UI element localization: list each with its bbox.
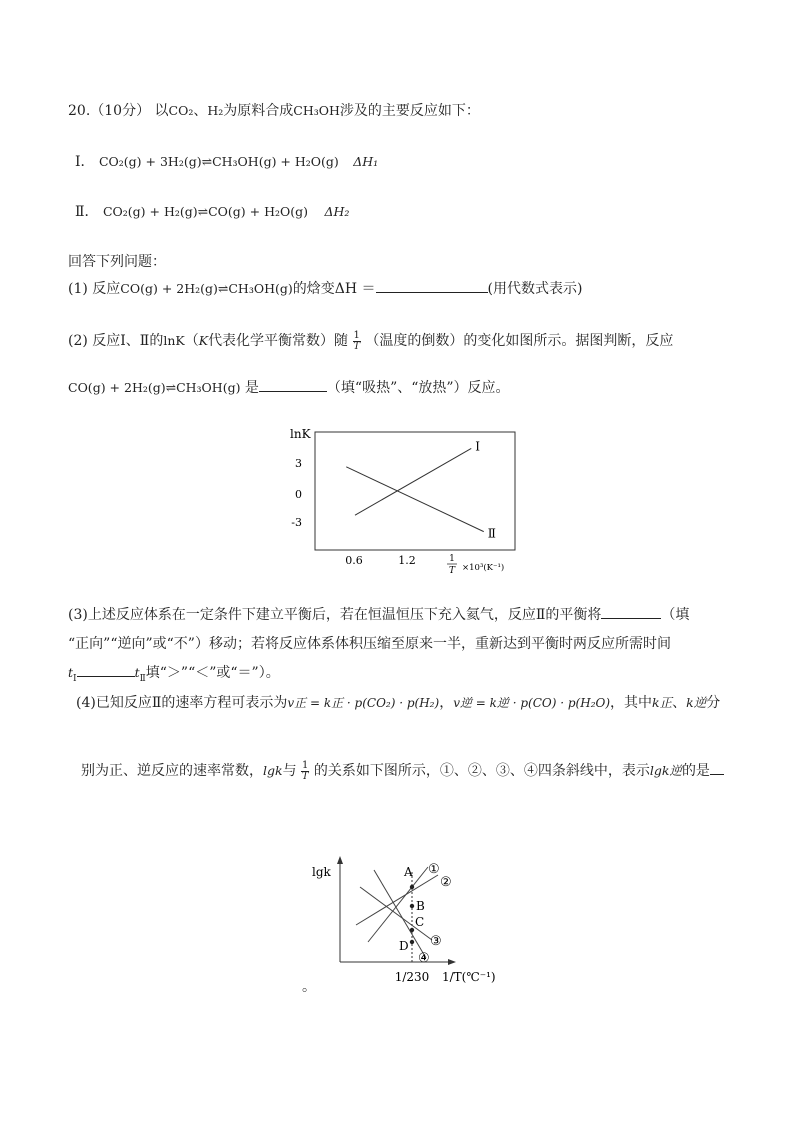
chart2-line-label: ② (440, 875, 452, 890)
chart2-point-c (410, 928, 414, 932)
chart1-ytick: 0 (295, 488, 302, 501)
question-3-line-3: $t_Ⅰ$ $t_Ⅱ$填“＞”“＜”或“＝”）。 (68, 665, 280, 684)
chart2-point-label: D (399, 939, 409, 953)
q1-equation: CO(g) + 2H₂(g)⇌CH₃OH(g) (120, 281, 293, 296)
t1-symbol: t (68, 665, 74, 680)
q4-answer-blank[interactable] (710, 774, 724, 775)
chart2-line-label: ① (428, 862, 440, 877)
chart2-point-label: B (416, 899, 425, 913)
reaction-1-equation: CO₂(g) + 3H₂(g)⇌CH₃OH(g) + H₂O(g) (98, 154, 339, 169)
chart2-point-a (410, 885, 414, 889)
reaction-1-enthalpy: ΔH₁ (353, 154, 379, 169)
chart2-xlabel: 1/T(℃⁻¹) (442, 970, 496, 984)
lgk-vs-inverse-temperature-chart (300, 850, 520, 1000)
reaction-2 (75, 201, 349, 221)
chart1-xlabel-unit: ×10³(K⁻¹) (462, 563, 505, 573)
chart1-ytick: 3 (295, 457, 302, 470)
chart1-ylabel: lnK (290, 427, 311, 441)
question-2-line-1: (2) 反应Ⅰ、Ⅱ的lnK（K代表化学平衡常数）随 $\frac{1}{T}$ （温度的倒数）的变化如图所示。据图判断，反应 (68, 329, 674, 352)
question-3-line-2: “正向”“逆向”或“不”）移动；若将反应体系体积压缩至原来一半，重新达到平衡时两反应所需时间 (68, 636, 671, 652)
reaction-1 (75, 151, 378, 171)
chart2-point-label: A (404, 865, 413, 879)
fraction-1-over-t: $\frac{1}{T}$ (353, 329, 361, 352)
formula-co2: CO₂ (168, 103, 194, 118)
q1-answer-blank[interactable] (376, 292, 488, 293)
reverse-rate-equation: v逆 = k逆 · p(CO) · p(H₂O) (453, 696, 611, 710)
question-4-line-2: 别为正、逆反应的速率常数，lgk与 $\frac{1}{T}$ 的关系如下图所示，①、②、③、④四条斜线中，表示lgk逆的是 (81, 760, 724, 782)
end-mark: 。 (302, 979, 316, 995)
chart2-point-label: C (415, 915, 425, 929)
q2-equation: CO(g) + 2H₂(g)⇌CH₃OH(g) (68, 380, 241, 395)
chart2-line-3 (360, 887, 432, 940)
chart2-line-label: ③ (430, 934, 442, 949)
q3-answer-blank-1[interactable] (601, 618, 661, 619)
chart1-ytick: -3 (291, 516, 302, 529)
question-2-line-2: CO(g) + 2H₂(g)⇌CH₃OH(g) 是 （填“吸热”、“放热”）反应。 (68, 380, 510, 396)
chart1-xlabel-den: T (448, 566, 456, 576)
lnk-vs-inverse-temperature-chart (280, 420, 540, 580)
chart2-line-label: ④ (418, 951, 430, 966)
reaction-2-equation: CO₂(g) + H₂(g)⇌CO(g) + H₂O(g) (102, 204, 309, 219)
formula-ch3oh: CH₃OH (293, 103, 340, 118)
reaction-2-label: Ⅱ． (75, 204, 99, 220)
chart2-line-2 (356, 875, 438, 925)
chart2-ylabel: lgk (312, 865, 331, 879)
reaction-2-enthalpy: ΔH₂ (324, 204, 350, 219)
q2-answer-blank[interactable] (259, 391, 327, 392)
chart2-y-axis-arrow (337, 856, 343, 864)
question-number: 20.（10分） (68, 103, 151, 119)
chart1-xtick: 0.6 (345, 554, 363, 567)
chart1-series-label: Ⅱ (487, 526, 496, 541)
question-1: (1) 反应CO(g) + 2H₂(g)⇌CH₃OH(g)的焓变ΔH ＝ (用代数式表示) (68, 281, 583, 297)
chart1-series-line-1 (355, 448, 471, 515)
reaction-1-label: Ⅰ． (75, 154, 95, 170)
chart1-xtick: 1.2 (398, 554, 416, 567)
question-3-line-1: (3)上述反应体系在一定条件下建立平衡后，若在恒温恒压下充入氦气，反应Ⅱ的平衡将 （填 (68, 607, 690, 623)
t2-symbol: t (134, 665, 140, 680)
chart2-point-b (410, 904, 414, 908)
answer-prompt: 回答下列问题： (68, 254, 166, 270)
formula-h2: H₂ (207, 103, 224, 118)
chart2-xtick: 1/230 (394, 970, 430, 984)
question-header: 20.（10分） 以CO₂、H₂为原料合成CH₃OH涉及的主要反应如下： (68, 103, 480, 119)
fraction-1-over-t: $\frac{1}{T}$ (301, 759, 309, 782)
forward-rate-equation: v正 = k正 · p(CO₂) · p(H₂) (287, 696, 440, 710)
question-4-line-1: (4)已知反应Ⅱ的速率方程可表示为v正 = k正 · p(CO₂) · p(H₂)，v逆 = k逆 · p(CO) · p(H₂O)，其中k正、k逆分 (76, 695, 721, 711)
chart1-plot-frame (315, 432, 515, 550)
chart1-xlabel-num: 1 (449, 554, 455, 564)
chart1-series-label: Ⅰ (475, 439, 480, 454)
chart1-series-group (346, 439, 496, 540)
chart1-series-line-2 (346, 467, 484, 532)
chart2-point-d (410, 940, 414, 944)
chart2-x-axis-arrow (448, 959, 456, 965)
q3-answer-blank-2[interactable] (77, 676, 135, 677)
